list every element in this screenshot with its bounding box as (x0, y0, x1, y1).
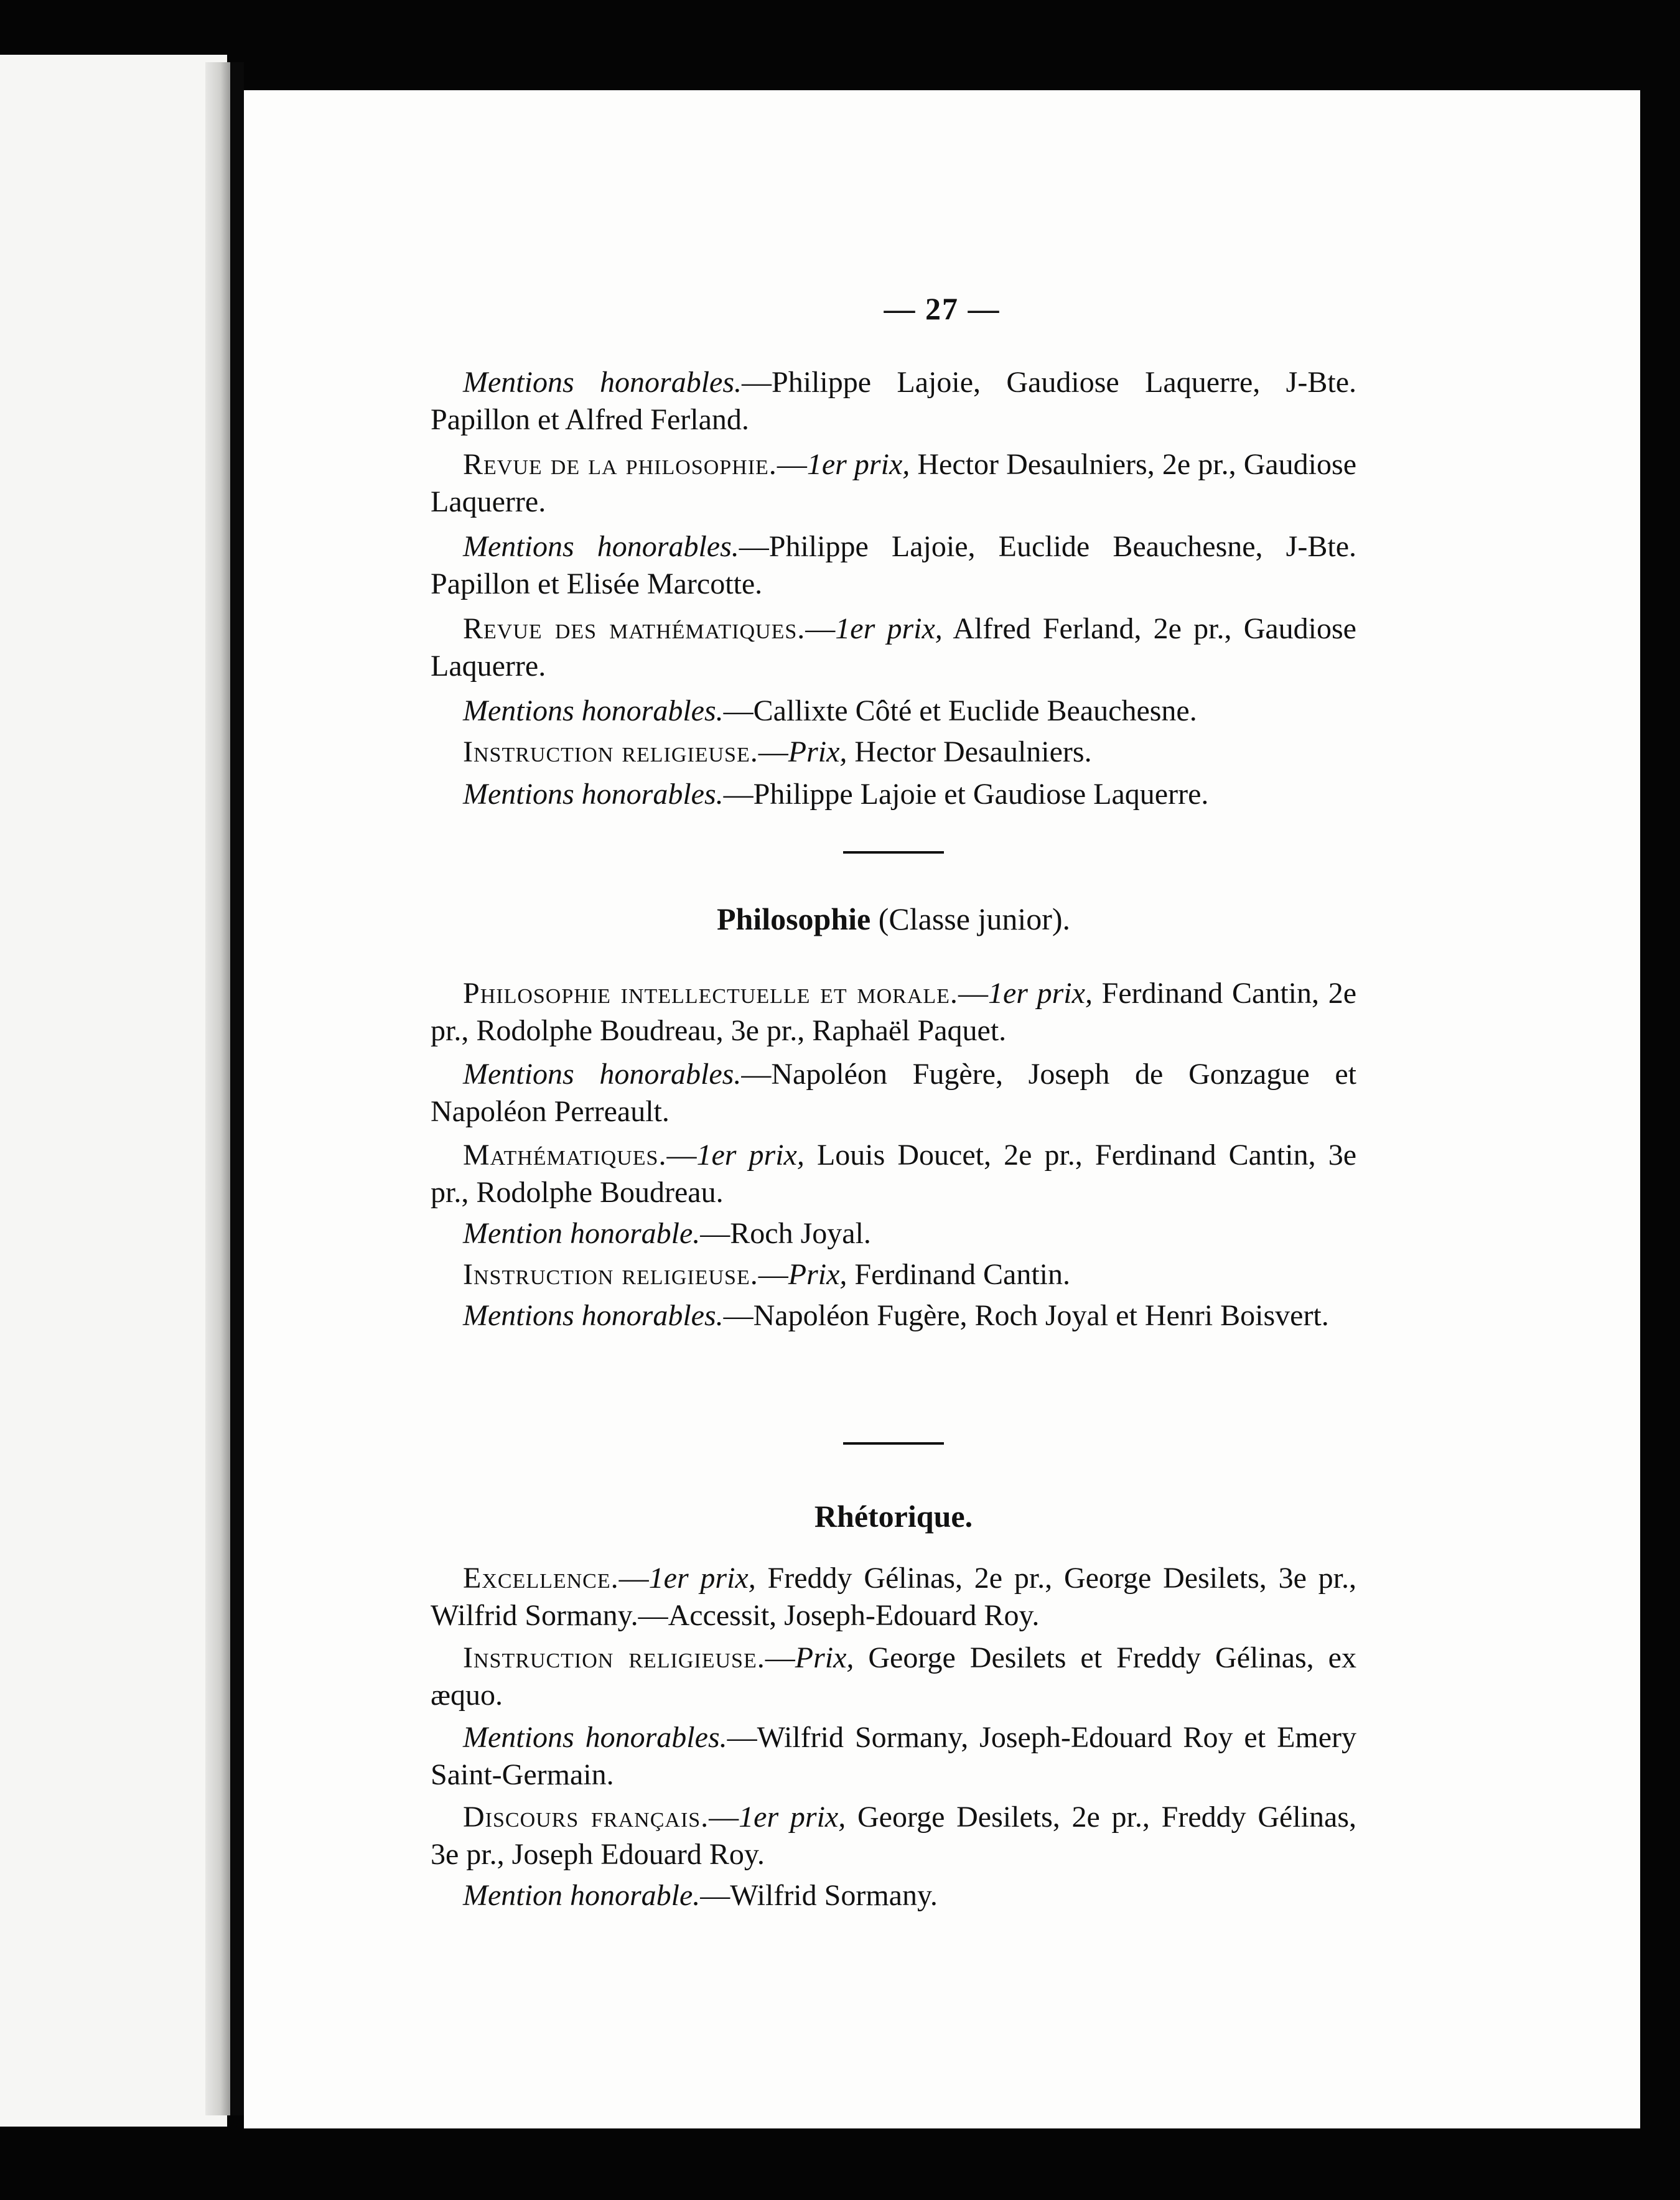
heading-title: Rhétorique. (814, 1499, 973, 1534)
entry-prize: 1er prix, (739, 1801, 846, 1834)
entry-dash: — (958, 977, 988, 1010)
heading-subtitle: (Classe junior). (870, 902, 1071, 936)
section-rhetorique (431, 1560, 1356, 1914)
entry-dash: — (758, 1258, 788, 1291)
entry-prize: Prix, (795, 1641, 854, 1674)
entry-dash: — (618, 1562, 649, 1595)
entry-label: Mentions honorables. (463, 1058, 742, 1091)
entry-dash: — (666, 1139, 697, 1172)
book-gutter (230, 62, 244, 2115)
entry-label: Excellence. (463, 1562, 619, 1595)
award-entry (431, 1560, 1356, 1634)
award-entry (431, 1877, 1356, 1914)
section-heading (431, 1498, 1356, 1535)
entry-text: Freddy Gélinas, 2e pr., George Desilets, 3e pr., Wilfrid Sormany.—Accessit, Joseph-Edouard Roy. (431, 1562, 1357, 1632)
entry-text: —Wilfrid Sormany, Joseph-Edouard Roy et Emery Saint-Germain. (431, 1721, 1357, 1791)
award-entry (431, 364, 1356, 439)
entry-label: Instruction religieuse. (463, 1641, 765, 1674)
heading-title: Philosophie (716, 902, 871, 936)
entry-text: Louis Doucet, 2e pr., Ferdinand Cantin, 3e pr., Rodolphe Boudreau. (431, 1139, 1356, 1209)
entry-label: Mentions honorables. (463, 530, 739, 563)
document-page (244, 90, 1640, 2128)
entry-label: Mention honorable. (463, 1217, 701, 1250)
award-entry (431, 1215, 1356, 1252)
entry-label: Instruction religieuse. (463, 1258, 758, 1291)
entry-label: Mentions honorables. (463, 694, 724, 727)
award-entry (431, 1719, 1356, 1794)
award-entry (431, 1799, 1356, 1873)
entry-label: Instruction religieuse. (463, 735, 758, 768)
award-entry (431, 610, 1356, 685)
entry-dash: — (777, 448, 807, 481)
award-entry (431, 528, 1356, 603)
entry-text: —Philippe Lajoie, Gaudiose Laquerre, J-Bte. Papillon et Alfred Ferland. (431, 366, 1357, 436)
entry-label: Mentions honorables. (463, 1721, 727, 1754)
entry-text: Alfred Ferland, 2e pr., Gaudiose Laquerre. (431, 612, 1356, 683)
entry-text: —Napoléon Fugère, Roch Joyal et Henri Boisvert. (723, 1299, 1329, 1332)
entry-text: —Wilfrid Sormany. (700, 1879, 938, 1912)
award-entry (431, 975, 1356, 1050)
entry-text: —Philippe Lajoie et Gaudiose Laquerre. (723, 778, 1209, 811)
section-divider (843, 1442, 944, 1445)
page-edge (205, 62, 230, 2115)
entry-label: Discours français. (463, 1801, 709, 1834)
entry-prize: 1er prix, (648, 1562, 756, 1595)
section-divider (843, 851, 944, 854)
entry-prize: 1er prix, (987, 977, 1093, 1010)
section-philosophie-senior (431, 364, 1356, 813)
award-entry (431, 1297, 1356, 1335)
entry-label: Revue des mathématiques. (463, 612, 806, 645)
entry-text: Ferdinand Cantin, 2e pr., Rodolphe Boudreau, 3e pr., Raphaël Paquet. (431, 977, 1357, 1047)
left-page (0, 55, 227, 2127)
award-entry (431, 776, 1356, 813)
entry-prize: 1er prix, (835, 612, 943, 645)
award-entry (431, 1137, 1356, 1211)
entry-text: —Philippe Lajoie, Euclide Beauchesne, J-Bte. Papillon et Elisée Marcotte. (431, 530, 1357, 600)
page-number: — 27 — (884, 291, 1001, 326)
entry-text: George Desilets, 2e pr., Freddy Gélinas, 3e pr., Joseph Edouard Roy. (431, 1801, 1356, 1871)
entry-dash: — (765, 1641, 795, 1674)
entry-prize: 1er prix, (696, 1139, 805, 1172)
entry-text: —Roch Joyal. (700, 1217, 871, 1250)
award-entry (431, 1639, 1356, 1714)
entry-label: Mention honorable. (463, 1879, 701, 1912)
entry-label: Mentions honorables. (463, 1299, 724, 1332)
entry-prize: 1er prix, (806, 448, 910, 481)
entry-text: Hector Desaulniers. (847, 735, 1092, 768)
entry-label: Mentions honorables. (463, 778, 724, 811)
section-philosophie-junior (431, 975, 1356, 1335)
entry-text: Hector Desaulniers, 2e pr., Gaudiose Laquerre. (431, 448, 1356, 518)
entry-prize: Prix, (788, 1258, 847, 1291)
entry-label: Philosophie intellectuelle et morale. (463, 977, 958, 1010)
entry-dash: — (758, 735, 788, 768)
entry-text: —Napoléon Fugère, Joseph de Gonzague et Napoléon Perreault. (431, 1058, 1356, 1128)
award-entry (431, 1056, 1356, 1130)
entry-label: Revue de la philosophie. (463, 448, 777, 481)
entry-dash: — (805, 612, 836, 645)
award-entry (431, 692, 1356, 730)
section-heading (431, 900, 1356, 938)
award-entry (431, 446, 1356, 521)
entry-label: Mentions honorables. (463, 366, 742, 399)
entry-dash: — (709, 1801, 739, 1834)
entry-prize: Prix, (788, 735, 847, 768)
entry-text: —Callixte Côté et Euclide Beauchesne. (723, 694, 1197, 727)
award-entry (431, 734, 1356, 771)
entry-label: Mathématiques. (463, 1139, 667, 1172)
entry-text: Ferdinand Cantin. (847, 1258, 1071, 1291)
entry-text: George Desilets et Freddy Gélinas, ex æquo. (431, 1641, 1356, 1712)
award-entry (431, 1256, 1356, 1293)
